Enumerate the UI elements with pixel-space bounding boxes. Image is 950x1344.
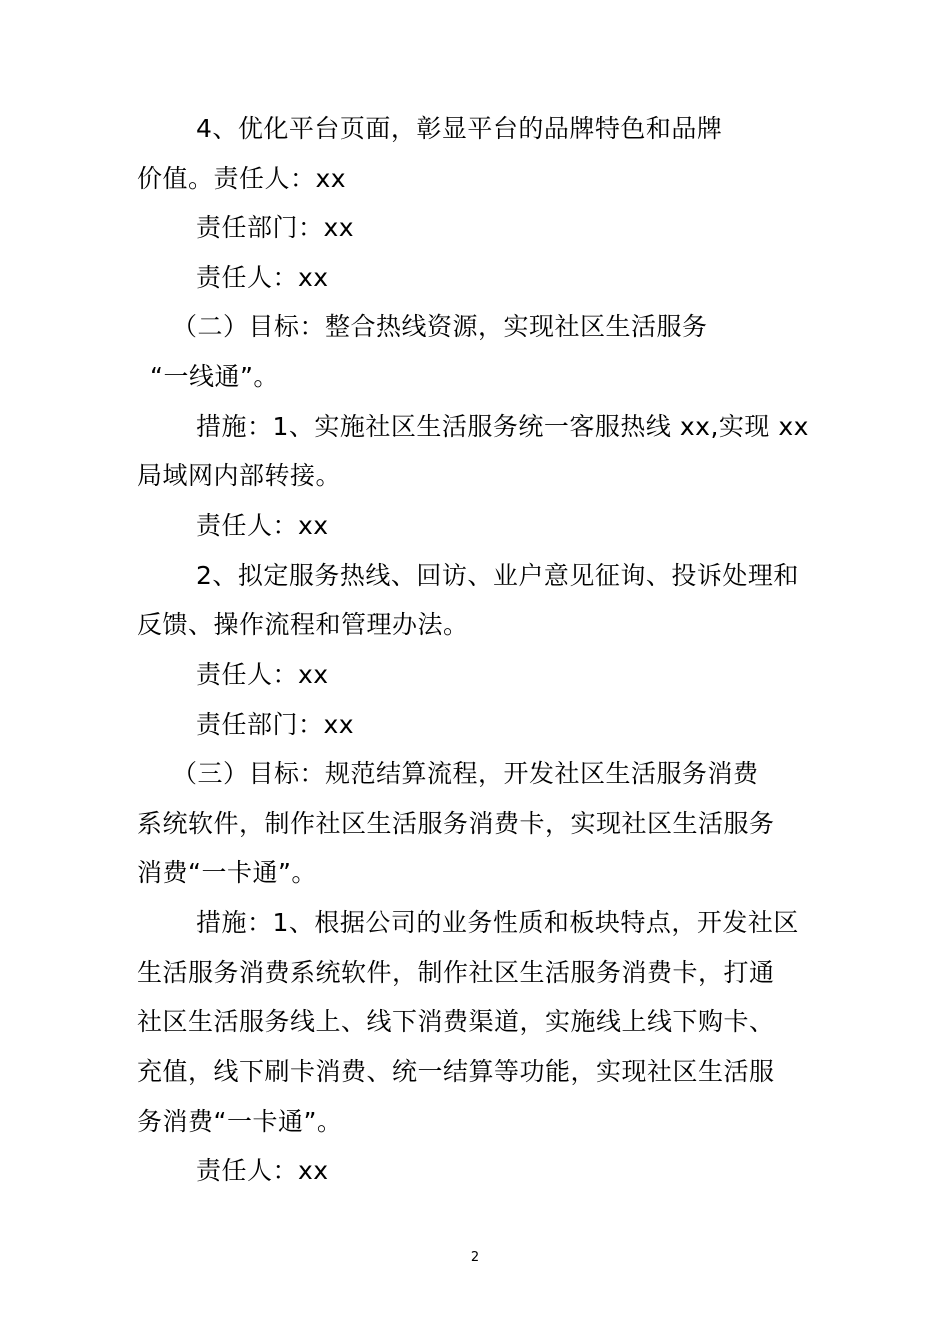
text-line: 责任部门：xx [196,213,355,242]
text-line: 务消费“一卡通”。 [137,1107,343,1136]
text-line: 责任人：xx [196,660,329,689]
text-line: 反馈、操作流程和管理办法。 [137,610,469,639]
text-line: 措施：1、实施社区生活服务统一客服热线 xx,实现 xx [196,412,809,441]
text-line: 局域网内部转接。 [137,461,342,490]
text-line: 责任部门：xx [196,710,355,739]
text-line: 充值，线下刷卡消费、统一结算等功能，实现社区生活服 [137,1057,775,1086]
text-line: “一线通”。 [150,362,279,391]
text-line: 系统软件，制作社区生活服务消费卡，实现社区生活服务 [137,809,775,838]
text-line: 责任人：xx [196,1156,329,1185]
text-line: 价值。责任人：xx [137,164,347,193]
text-line: 4、优化平台页面，彰显平台的品牌特色和品牌 [196,114,723,143]
text-line: 2、拟定服务热线、回访、业户意见征询、投诉处理和 [196,561,799,590]
text-line: 社区生活服务线上、线下消费渠道，实施线上线下购卡、 [137,1007,775,1036]
text-line: 责任人：xx [196,263,329,292]
text-line: 消费“一卡通”。 [137,858,317,887]
text-line: 措施：1、根据公司的业务性质和板块特点，开发社区 [196,908,799,937]
text-line: （三）目标：规范结算流程，开发社区生活服务消费 [172,759,759,788]
text-line: 生活服务消费系统软件，制作社区生活服务消费卡，打通 [137,958,775,987]
text-line: 责任人：xx [196,511,329,540]
text-line: （二）目标：整合热线资源，实现社区生活服务 [172,312,708,341]
page-number: 2 [470,1250,480,1265]
